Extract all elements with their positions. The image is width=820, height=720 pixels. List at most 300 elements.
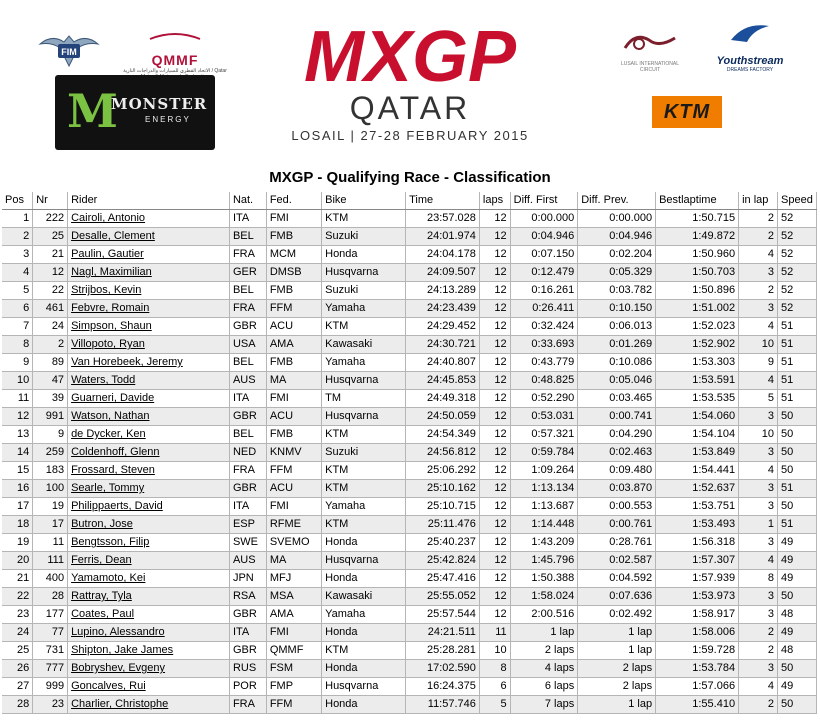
- cell-laps: 12: [479, 264, 510, 282]
- monster-logo-subtext: ENERGY: [145, 115, 191, 124]
- cell-laps: 12: [479, 408, 510, 426]
- cell-diff-first: 2:00.516: [510, 606, 578, 624]
- venue-date: LOSAIL | 27-28 FEBRUARY 2015: [291, 128, 529, 143]
- cell-speed: 51: [778, 372, 817, 390]
- cell-bike: Honda: [322, 624, 406, 642]
- rider-link[interactable]: Searle, Tommy: [71, 482, 145, 494]
- cell-speed: 50: [778, 498, 817, 516]
- rider-link[interactable]: Yamamoto, Kei: [71, 572, 146, 584]
- cell-time: 25:47.416: [406, 570, 480, 588]
- cell-fed: ACU: [266, 408, 321, 426]
- cell-in-lap: 1: [739, 516, 778, 534]
- cell-diff-prev: 0:04.290: [578, 426, 656, 444]
- qmmf-swoosh-icon: [145, 31, 205, 41]
- cell-fed: SVEMO: [266, 534, 321, 552]
- cell-speed: 51: [778, 318, 817, 336]
- table-row: [2, 516, 817, 534]
- cell-bike: Honda: [322, 660, 406, 678]
- cell-pos: 20: [2, 552, 33, 570]
- page-title: MXGP - Qualifying Race - Classification: [269, 169, 551, 186]
- cell-pos: 24: [2, 624, 33, 642]
- table-row: [2, 264, 817, 282]
- table-row: [2, 570, 817, 588]
- cell-pos: 21: [2, 570, 33, 588]
- cell-time: 25:28.281: [406, 642, 480, 660]
- cell-diff-prev: 0:00.000: [578, 210, 656, 228]
- cell-pos: 22: [2, 588, 33, 606]
- rider-link[interactable]: Desalle, Clement: [71, 230, 155, 242]
- cell-pos: 12: [2, 408, 33, 426]
- cell-in-lap: 2: [739, 282, 778, 300]
- cell-nat: ESP: [229, 516, 266, 534]
- cell-in-lap: 4: [739, 462, 778, 480]
- cell-bike: Suzuki: [322, 444, 406, 462]
- cell-bestlaptime: 1:54.441: [656, 462, 739, 480]
- cell-rider: [68, 480, 230, 498]
- cell-diff-first: 1:45.796: [510, 552, 578, 570]
- table-body: [2, 210, 817, 714]
- cell-nat: NED: [229, 444, 266, 462]
- cell-fed: MCM: [266, 246, 321, 264]
- cell-bestlaptime: 1:53.591: [656, 372, 739, 390]
- rider-link[interactable]: Frossard, Steven: [71, 464, 155, 476]
- cell-nat: FRA: [229, 462, 266, 480]
- rider-link[interactable]: Strijbos, Kevin: [71, 284, 142, 296]
- event-name: QATAR: [349, 90, 471, 126]
- cell-speed: 51: [778, 516, 817, 534]
- cell-nr: 9: [33, 426, 68, 444]
- cell-bike: Husqvarna: [322, 408, 406, 426]
- cell-fed: MA: [266, 372, 321, 390]
- cell-laps: 12: [479, 282, 510, 300]
- rider-link[interactable]: Nagl, Maximilian: [71, 266, 152, 278]
- rider-link[interactable]: Villopoto, Ryan: [71, 338, 145, 350]
- cell-pos: 1: [2, 210, 33, 228]
- cell-nat: ITA: [229, 624, 266, 642]
- rider-link[interactable]: Van Horebeek, Jeremy: [71, 356, 183, 368]
- cell-speed: 52: [778, 246, 817, 264]
- cell-time: 24:50.059: [406, 408, 480, 426]
- rider-link[interactable]: Philippaerts, David: [71, 500, 163, 512]
- cell-fed: ACU: [266, 318, 321, 336]
- cell-laps: 12: [479, 318, 510, 336]
- cell-laps: 12: [479, 372, 510, 390]
- column-header-bike: Bike: [322, 192, 406, 210]
- cell-nr: 23: [33, 696, 68, 714]
- cell-rider: [68, 390, 230, 408]
- cell-speed: 50: [778, 660, 817, 678]
- cell-diff-first: 1:50.388: [510, 570, 578, 588]
- cell-diff-prev: 0:09.480: [578, 462, 656, 480]
- table-row: [2, 408, 817, 426]
- cell-rider: [68, 678, 230, 696]
- cell-time: 24:49.318: [406, 390, 480, 408]
- cell-speed: 52: [778, 264, 817, 282]
- cell-pos: 27: [2, 678, 33, 696]
- rider-link[interactable]: Lupino, Alessandro: [71, 626, 165, 638]
- rider-link[interactable]: Guarneri, Davide: [71, 392, 155, 404]
- cell-nat: POR: [229, 678, 266, 696]
- cell-nat: ITA: [229, 390, 266, 408]
- cell-rider: [68, 408, 230, 426]
- cell-speed: 48: [778, 642, 817, 660]
- cell-bike: Husqvarna: [322, 372, 406, 390]
- cell-nr: 731: [33, 642, 68, 660]
- rider-link[interactable]: Ferris, Dean: [71, 554, 132, 566]
- monster-claw-icon: M: [67, 84, 118, 138]
- rider-link[interactable]: Rattray, Tyla: [71, 590, 132, 602]
- cell-in-lap: 3: [739, 534, 778, 552]
- cell-bestlaptime: 1:53.535: [656, 390, 739, 408]
- cell-fed: FMI: [266, 210, 321, 228]
- cell-rider: [68, 606, 230, 624]
- cell-speed: 52: [778, 282, 817, 300]
- cell-nat: FRA: [229, 300, 266, 318]
- cell-nat: GBR: [229, 408, 266, 426]
- cell-bike: Honda: [322, 570, 406, 588]
- cell-diff-prev: 0:01.269: [578, 336, 656, 354]
- cell-bestlaptime: 1:50.703: [656, 264, 739, 282]
- lusail-circuit-logo: [615, 30, 685, 73]
- table-row: [2, 696, 817, 714]
- rider-link[interactable]: Bobryshev, Evgeny: [71, 662, 166, 674]
- cell-diff-prev: 0:00.553: [578, 498, 656, 516]
- cell-speed: 49: [778, 570, 817, 588]
- lusail-logo-text: LUSAIL INTERNATIONAL CIRCUIT: [620, 61, 680, 73]
- cell-bestlaptime: 1:53.751: [656, 498, 739, 516]
- table-row: [2, 660, 817, 678]
- cell-time: 25:06.292: [406, 462, 480, 480]
- cell-time: 24:23.439: [406, 300, 480, 318]
- rider-link[interactable]: Coldenhoff, Glenn: [71, 446, 160, 458]
- cell-speed: 50: [778, 426, 817, 444]
- cell-fed: MSA: [266, 588, 321, 606]
- cell-nat: RUS: [229, 660, 266, 678]
- table-row: [2, 246, 817, 264]
- cell-time: 24:29.452: [406, 318, 480, 336]
- cell-pos: 2: [2, 228, 33, 246]
- cell-nat: ITA: [229, 498, 266, 516]
- mxgp-logo: [300, 15, 520, 95]
- cell-diff-prev: 0:02.463: [578, 444, 656, 462]
- cell-in-lap: 3: [739, 660, 778, 678]
- cell-diff-first: 1:13.134: [510, 480, 578, 498]
- cell-fed: DMSB: [266, 264, 321, 282]
- cell-laps: 12: [479, 210, 510, 228]
- cell-nr: 28: [33, 588, 68, 606]
- cell-nr: 222: [33, 210, 68, 228]
- cell-fed: KNMV: [266, 444, 321, 462]
- cell-rider: [68, 282, 230, 300]
- cell-bestlaptime: 1:50.715: [656, 210, 739, 228]
- cell-time: 25:42.824: [406, 552, 480, 570]
- cell-time: 25:55.052: [406, 588, 480, 606]
- cell-nat: AUS: [229, 372, 266, 390]
- cell-diff-prev: 1 lap: [578, 624, 656, 642]
- cell-bestlaptime: 1:50.960: [656, 246, 739, 264]
- cell-in-lap: 3: [739, 588, 778, 606]
- cell-nr: 39: [33, 390, 68, 408]
- table-row: [2, 624, 817, 642]
- cell-nat: GBR: [229, 318, 266, 336]
- cell-in-lap: 2: [739, 696, 778, 714]
- cell-fed: FMI: [266, 624, 321, 642]
- cell-speed: 50: [778, 408, 817, 426]
- cell-in-lap: 8: [739, 570, 778, 588]
- youthstream-logo-text: Youthstream: [716, 55, 784, 67]
- rider-link[interactable]: Coates, Paul: [71, 608, 135, 620]
- cell-nr: 12: [33, 264, 68, 282]
- cell-pos: 13: [2, 426, 33, 444]
- cell-nr: 461: [33, 300, 68, 318]
- rider-link[interactable]: Bengtsson, Filip: [71, 536, 150, 548]
- cell-diff-prev: 0:00.761: [578, 516, 656, 534]
- cell-bestlaptime: 1:53.303: [656, 354, 739, 372]
- cell-diff-first: 0:33.693: [510, 336, 578, 354]
- cell-diff-prev: 0:02.204: [578, 246, 656, 264]
- cell-time: 25:57.544: [406, 606, 480, 624]
- cell-fed: FMI: [266, 390, 321, 408]
- cell-laps: 11: [479, 624, 510, 642]
- cell-bike: TM: [322, 390, 406, 408]
- table-row: [2, 534, 817, 552]
- rider-link[interactable]: Paulin, Gautier: [71, 248, 144, 260]
- cell-laps: 5: [479, 696, 510, 714]
- cell-time: 11:57.746: [406, 696, 480, 714]
- cell-diff-first: 0:00.000: [510, 210, 578, 228]
- ktm-logo: KTM: [652, 96, 722, 128]
- cell-bike: KTM: [322, 480, 406, 498]
- cell-time: 25:40.237: [406, 534, 480, 552]
- rider-link[interactable]: Goncalves, Rui: [71, 680, 146, 692]
- cell-rider: [68, 336, 230, 354]
- cell-bestlaptime: 1:56.318: [656, 534, 739, 552]
- cell-diff-prev: 0:05.329: [578, 264, 656, 282]
- fim-logo-text: FIM: [61, 47, 77, 57]
- cell-in-lap: 4: [739, 678, 778, 696]
- cell-bike: Suzuki: [322, 228, 406, 246]
- table-row: [2, 426, 817, 444]
- cell-time: 16:24.375: [406, 678, 480, 696]
- cell-nr: 991: [33, 408, 68, 426]
- cell-bike: KTM: [322, 426, 406, 444]
- cell-bike: KTM: [322, 318, 406, 336]
- cell-bike: Husqvarna: [322, 678, 406, 696]
- cell-fed: RFME: [266, 516, 321, 534]
- cell-bestlaptime: 1:51.002: [656, 300, 739, 318]
- cell-in-lap: 3: [739, 498, 778, 516]
- cell-diff-first: 0:43.779: [510, 354, 578, 372]
- cell-time: 24:45.853: [406, 372, 480, 390]
- cell-bestlaptime: 1:54.060: [656, 408, 739, 426]
- cell-nat: AUS: [229, 552, 266, 570]
- cell-fed: FMB: [266, 282, 321, 300]
- cell-nat: BEL: [229, 282, 266, 300]
- cell-bike: Honda: [322, 696, 406, 714]
- cell-diff-first: 0:04.946: [510, 228, 578, 246]
- cell-nr: 100: [33, 480, 68, 498]
- cell-time: 24:54.349: [406, 426, 480, 444]
- cell-fed: FSM: [266, 660, 321, 678]
- cell-in-lap: 4: [739, 372, 778, 390]
- cell-pos: 26: [2, 660, 33, 678]
- table-row: [2, 354, 817, 372]
- rider-link[interactable]: Charlier, Christophe: [71, 698, 169, 710]
- cell-pos: 15: [2, 462, 33, 480]
- cell-diff-first: 0:07.150: [510, 246, 578, 264]
- cell-diff-first: 0:26.411: [510, 300, 578, 318]
- column-header-time: Time: [406, 192, 480, 210]
- monster-energy-logo: [55, 75, 215, 150]
- cell-diff-prev: 0:03.782: [578, 282, 656, 300]
- cell-diff-first: 6 laps: [510, 678, 578, 696]
- cell-in-lap: 10: [739, 336, 778, 354]
- cell-fed: FMB: [266, 228, 321, 246]
- cell-in-lap: 3: [739, 444, 778, 462]
- cell-time: 24:30.721: [406, 336, 480, 354]
- cell-bike: Husqvarna: [322, 552, 406, 570]
- column-header-laps: laps: [479, 192, 510, 210]
- column-header-fed: Fed.: [266, 192, 321, 210]
- youthstream-logo-subtext: DREAMS FACTORY: [726, 67, 774, 73]
- table-row: [2, 282, 817, 300]
- cell-diff-prev: 0:00.741: [578, 408, 656, 426]
- cell-bike: Yamaha: [322, 354, 406, 372]
- cell-rider: [68, 264, 230, 282]
- cell-nat: JPN: [229, 570, 266, 588]
- cell-bestlaptime: 1:57.307: [656, 552, 739, 570]
- cell-bestlaptime: 1:54.104: [656, 426, 739, 444]
- cell-diff-prev: 0:07.636: [578, 588, 656, 606]
- rider-link[interactable]: Simpson, Shaun: [71, 320, 152, 332]
- cell-in-lap: 3: [739, 480, 778, 498]
- cell-bike: Husqvarna: [322, 264, 406, 282]
- cell-rider: [68, 372, 230, 390]
- table-row: [2, 552, 817, 570]
- cell-nr: 111: [33, 552, 68, 570]
- cell-time: 23:57.028: [406, 210, 480, 228]
- table-header-row: [2, 192, 817, 210]
- cell-laps: 12: [479, 552, 510, 570]
- rider-link[interactable]: Butron, Jose: [71, 518, 133, 530]
- cell-diff-first: 0:57.321: [510, 426, 578, 444]
- cell-bestlaptime: 1:58.006: [656, 624, 739, 642]
- cell-diff-prev: 1 lap: [578, 642, 656, 660]
- cell-speed: 52: [778, 210, 817, 228]
- cell-pos: 10: [2, 372, 33, 390]
- cell-bike: Honda: [322, 534, 406, 552]
- cell-bestlaptime: 1:53.973: [656, 588, 739, 606]
- cell-in-lap: 3: [739, 408, 778, 426]
- column-header-speed: Speed: [778, 192, 817, 210]
- cell-speed: 49: [778, 624, 817, 642]
- cell-nr: 183: [33, 462, 68, 480]
- cell-nat: USA: [229, 336, 266, 354]
- cell-diff-first: 7 laps: [510, 696, 578, 714]
- cell-rider: [68, 588, 230, 606]
- cell-bestlaptime: 1:52.637: [656, 480, 739, 498]
- cell-nat: GER: [229, 264, 266, 282]
- cell-diff-prev: 2 laps: [578, 678, 656, 696]
- cell-bestlaptime: 1:49.872: [656, 228, 739, 246]
- cell-time: 25:10.715: [406, 498, 480, 516]
- table-row: [2, 462, 817, 480]
- cell-laps: 12: [479, 228, 510, 246]
- cell-diff-first: 0:32.424: [510, 318, 578, 336]
- cell-pos: 25: [2, 642, 33, 660]
- rider-link[interactable]: Watson, Nathan: [71, 410, 150, 422]
- cell-rider: [68, 534, 230, 552]
- cell-rider: [68, 570, 230, 588]
- cell-pos: 4: [2, 264, 33, 282]
- qmmf-logo: [120, 28, 230, 78]
- cell-nat: GBR: [229, 606, 266, 624]
- column-header-rider: Rider: [68, 192, 230, 210]
- rider-link[interactable]: de Dycker, Ken: [71, 428, 146, 440]
- cell-diff-first: 0:12.479: [510, 264, 578, 282]
- cell-pos: 19: [2, 534, 33, 552]
- fim-logo-icon: [38, 30, 100, 72]
- cell-diff-prev: 0:05.046: [578, 372, 656, 390]
- cell-laps: 12: [479, 462, 510, 480]
- cell-speed: 49: [778, 534, 817, 552]
- cell-diff-first: 1:58.024: [510, 588, 578, 606]
- cell-pos: 5: [2, 282, 33, 300]
- cell-speed: 51: [778, 480, 817, 498]
- cell-fed: FMP: [266, 678, 321, 696]
- cell-rider: [68, 426, 230, 444]
- cell-diff-prev: 0:03.465: [578, 390, 656, 408]
- cell-nr: 2: [33, 336, 68, 354]
- cell-nr: 24: [33, 318, 68, 336]
- cell-speed: 51: [778, 390, 817, 408]
- rider-link[interactable]: Cairoli, Antonio: [71, 212, 146, 224]
- table-row: [2, 606, 817, 624]
- cell-in-lap: 2: [739, 624, 778, 642]
- cell-diff-first: 0:59.784: [510, 444, 578, 462]
- cell-fed: ACU: [266, 480, 321, 498]
- qmmf-logo-subtext: الاتحاد القطري للسيارات والدراجات النارية / Qatar: [123, 68, 227, 74]
- cell-time: 24:56.812: [406, 444, 480, 462]
- cell-nr: 47: [33, 372, 68, 390]
- rider-link[interactable]: Shipton, Jake James: [71, 644, 174, 656]
- cell-nr: 777: [33, 660, 68, 678]
- cell-in-lap: 4: [739, 552, 778, 570]
- cell-laps: 12: [479, 588, 510, 606]
- cell-pos: 11: [2, 390, 33, 408]
- cell-laps: 12: [479, 516, 510, 534]
- cell-laps: 12: [479, 480, 510, 498]
- cell-in-lap: 4: [739, 246, 778, 264]
- cell-in-lap: 3: [739, 264, 778, 282]
- rider-link[interactable]: Waters, Todd: [71, 374, 136, 386]
- cell-speed: 50: [778, 696, 817, 714]
- cell-time: 24:40.807: [406, 354, 480, 372]
- cell-pos: 23: [2, 606, 33, 624]
- rider-link[interactable]: Febvre, Romain: [71, 302, 150, 314]
- cell-bike: KTM: [322, 516, 406, 534]
- cell-bike: Honda: [322, 246, 406, 264]
- cell-nr: 19: [33, 498, 68, 516]
- cell-laps: 12: [479, 570, 510, 588]
- cell-time: 25:10.162: [406, 480, 480, 498]
- cell-nr: 999: [33, 678, 68, 696]
- cell-time: 24:01.974: [406, 228, 480, 246]
- cell-pos: 8: [2, 336, 33, 354]
- cell-pos: 16: [2, 480, 33, 498]
- cell-nat: ITA: [229, 210, 266, 228]
- cell-nat: BEL: [229, 426, 266, 444]
